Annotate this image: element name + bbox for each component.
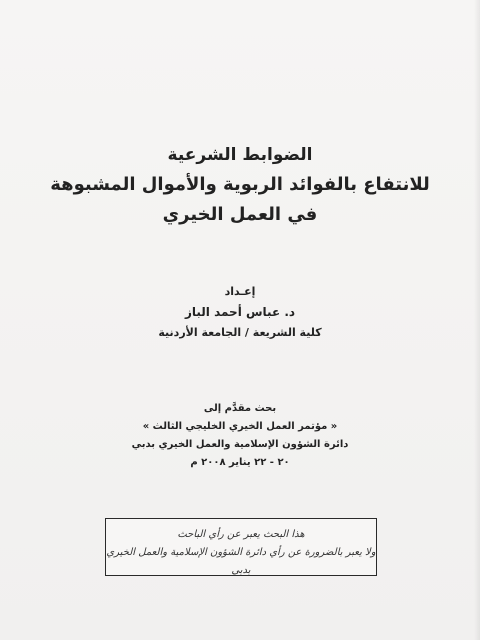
title-line-1: الضوابط الشرعية <box>167 145 313 165</box>
conference-organizer: دائرة الشؤون الإسلامية والعمل الخيري بدبي <box>131 439 349 450</box>
disclaimer-box <box>105 518 377 576</box>
disclaimer-line-1: هذا البحث يعبر عن رأي الباحث <box>177 529 305 540</box>
title-block <box>0 140 480 230</box>
title-line-2: للانتفاع بالفوائد الربوية والأموال المشبوهة <box>50 174 430 195</box>
conference-date: ٢٠ - ٢٢ يناير ٢٠٠٨ م <box>190 457 290 468</box>
author-affiliation: كلية الشريعة / الجامعة الأردنية <box>158 326 322 339</box>
conference-intro: بحث مقدَّم إلى <box>203 403 277 414</box>
disclaimer-line-2: ولا يعبر بالضرورة عن رأي دائرة الشؤون الإسلامية والعمل الخيري بدبي <box>106 547 376 576</box>
author-name: د. عباس أحمد الباز <box>184 305 296 319</box>
prepared-by-label: إعـداد <box>224 285 256 298</box>
conference-block <box>0 400 480 472</box>
title-line-3: في العمل الخيري <box>162 204 318 225</box>
author-block <box>0 283 480 343</box>
conference-name: « مؤتمر العمل الخيري الخليجي الثالث » <box>142 421 338 432</box>
